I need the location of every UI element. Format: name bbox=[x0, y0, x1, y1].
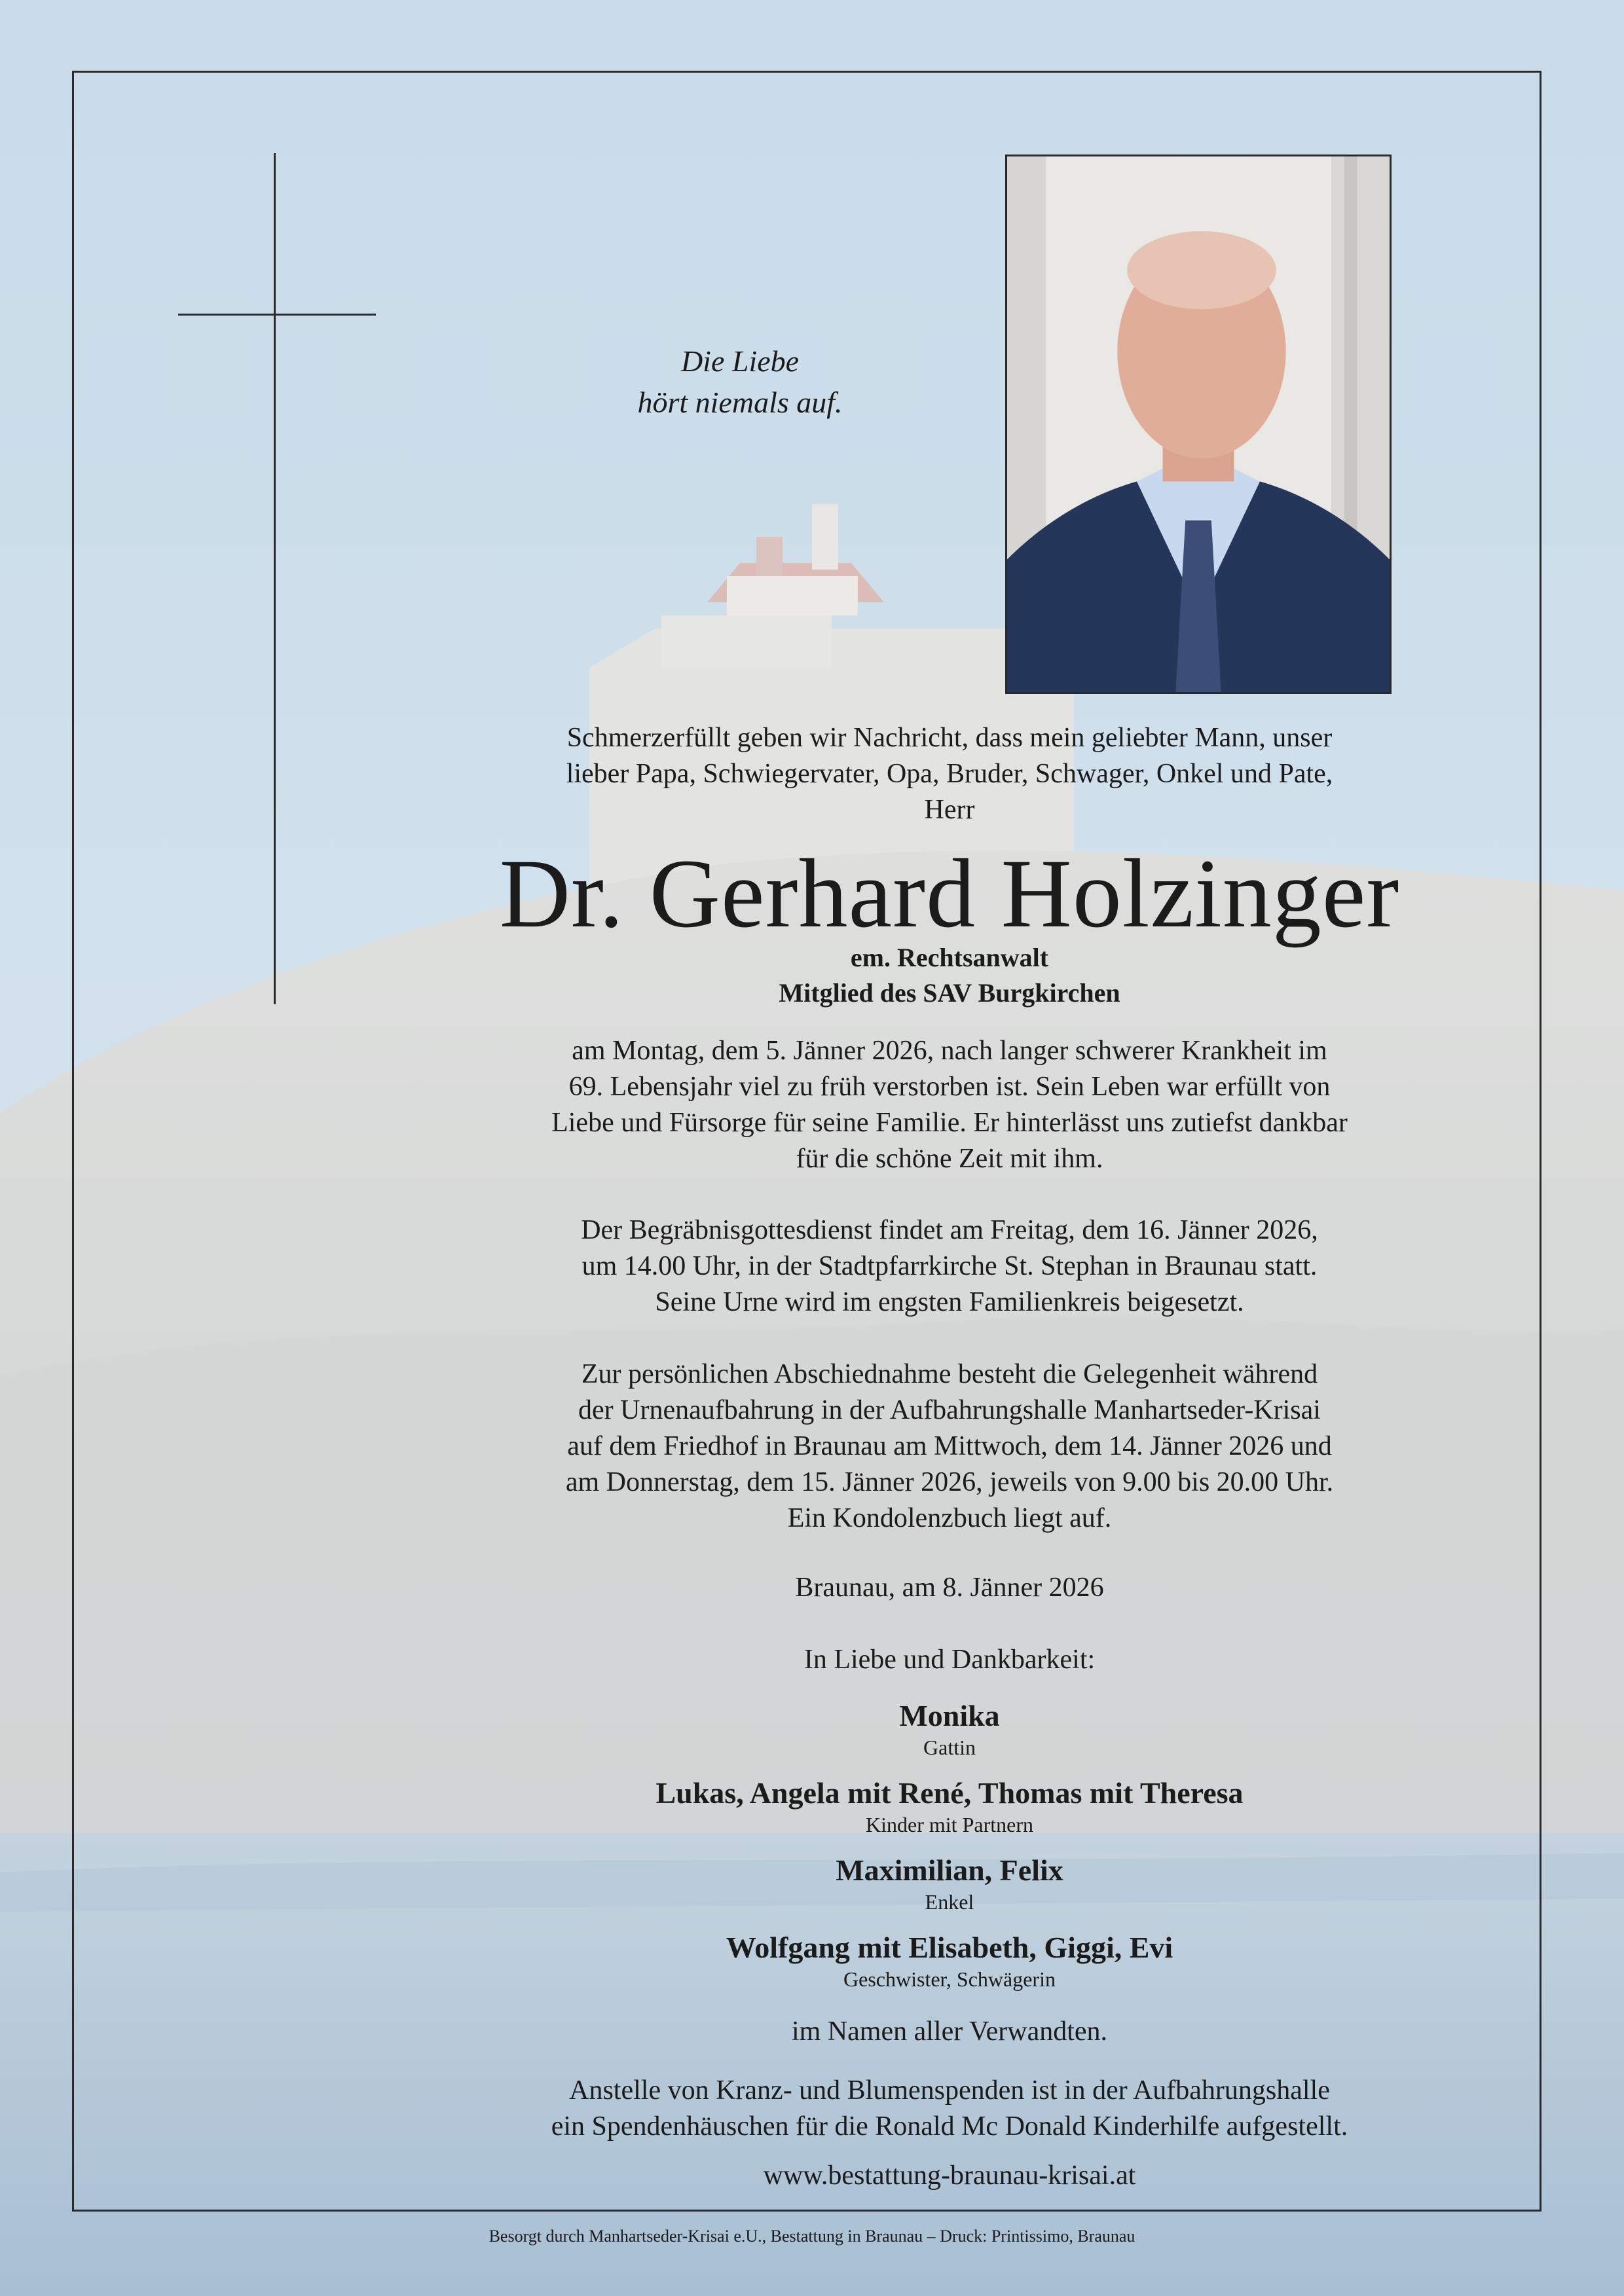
intro-line-2: lieber Papa, Schwiegervater, Opa, Bruder, Schwager, Onkel und Pate, bbox=[566, 759, 1333, 789]
relatives-line: im Namen aller Verwandten. bbox=[791, 2016, 1108, 2047]
mourner-group-3 bbox=[485, 1851, 1414, 1914]
donation-line-1: Anstelle von Kranz- und Blumenspenden ist in der Aufbahrungshalle bbox=[569, 2075, 1330, 2105]
death-text bbox=[485, 1033, 1414, 1177]
quote bbox=[570, 340, 910, 423]
mourner-name: Lukas, Angela mit René, Thomas mit Theresa bbox=[655, 1776, 1244, 1810]
funeral-line-2: um 14.00 Uhr, in der Stadtpfarrkirche St. Stephan in Braunau statt. bbox=[581, 1251, 1318, 1281]
mourner-group-1 bbox=[485, 1697, 1414, 1760]
funeral-line-1: Der Begräbnisgottesdienst findet am Freitag, dem 16. Jänner 2026, bbox=[581, 1215, 1318, 1245]
quote-line-1: Die Liebe bbox=[680, 344, 800, 378]
cross-horizontal-bar bbox=[178, 314, 376, 316]
death-line-1: am Montag, dem 5. Jänner 2026, nach langer schwerer Krankheit im bbox=[572, 1036, 1327, 1066]
funeral-line-3: Seine Urne wird im engsten Familienkreis beigesetzt. bbox=[655, 1287, 1244, 1317]
footer-credit: Besorgt durch Manhartseder-Krisai e.U., Bestattung in Braunau – Druck: Printissimo, Braunau bbox=[489, 2227, 1135, 2246]
mourner-name: Maximilian, Felix bbox=[836, 1853, 1063, 1887]
mourner-name: Monika bbox=[899, 1699, 1000, 1732]
death-line-2: 69. Lebensjahr viel zu früh verstorben ist. Sein Leben war erfüllt von bbox=[568, 1072, 1331, 1102]
place-date: Braunau, am 8. Jänner 2026 bbox=[795, 1573, 1104, 1603]
mourner-role: Enkel bbox=[925, 1890, 974, 1914]
mourner-role: Gattin bbox=[923, 1736, 976, 1759]
farewell-line-4: am Donnerstag, dem 15. Jänner 2026, jeweils von 9.00 bis 20.00 Uhr. bbox=[565, 1467, 1334, 1497]
deceased-title-2: Mitglied des SAV Burgkirchen bbox=[779, 978, 1120, 1008]
deceased-titles bbox=[485, 940, 1414, 1011]
mourner-name: Wolfgang mit Elisabeth, Giggi, Evi bbox=[726, 1931, 1173, 1964]
death-line-4: für die schöne Zeit mit ihm. bbox=[796, 1144, 1103, 1174]
mourner-role: Geschwister, Schwägerin bbox=[843, 1967, 1056, 1991]
mourner-group-2 bbox=[485, 1774, 1414, 1837]
farewell-text bbox=[485, 1357, 1414, 1537]
funeral-text bbox=[485, 1212, 1414, 1321]
deceased-title-1: em. Rechtsanwalt bbox=[850, 943, 1049, 972]
portrait-photo bbox=[1005, 155, 1392, 694]
quote-line-2: hört niemals auf. bbox=[637, 386, 843, 419]
website-link[interactable]: www.bestattung-braunau-krisai.at bbox=[763, 2160, 1136, 2191]
farewell-line-1: Zur persönlichen Abschiednahme besteht die Gelegenheit während bbox=[581, 1359, 1318, 1389]
intro-line-3: Herr bbox=[924, 795, 975, 825]
deceased-name: Dr. Gerhard Holzinger bbox=[499, 839, 1400, 948]
mourners-intro: In Liebe und Dankbarkeit: bbox=[803, 1645, 1096, 1675]
farewell-line-2: der Urnenaufbahrung in der Aufbahrungshalle Manhartseder-Krisai bbox=[578, 1395, 1321, 1425]
cross-vertical-bar bbox=[274, 153, 276, 1004]
intro-text bbox=[485, 720, 1414, 828]
farewell-line-3: auf dem Friedhof in Braunau am Mittwoch, dem 14. Jänner 2026 und bbox=[567, 1431, 1332, 1461]
mourner-group-4 bbox=[485, 1929, 1414, 1992]
farewell-line-5: Ein Kondolenzbuch liegt auf. bbox=[787, 1503, 1112, 1533]
donation-line-2: ein Spendenhäuschen für die Ronald Mc Donald Kinderhilfe aufgestellt. bbox=[551, 2111, 1348, 2141]
intro-line-1: Schmerzerfüllt geben wir Nachricht, dass mein geliebter Mann, unser bbox=[566, 723, 1333, 753]
mourner-role: Kinder mit Partnern bbox=[866, 1813, 1033, 1836]
donation-text bbox=[485, 2073, 1414, 2145]
death-line-3: Liebe und Fürsorge für seine Familie. Er hinterlässt uns zutiefst dankbar bbox=[551, 1108, 1348, 1138]
